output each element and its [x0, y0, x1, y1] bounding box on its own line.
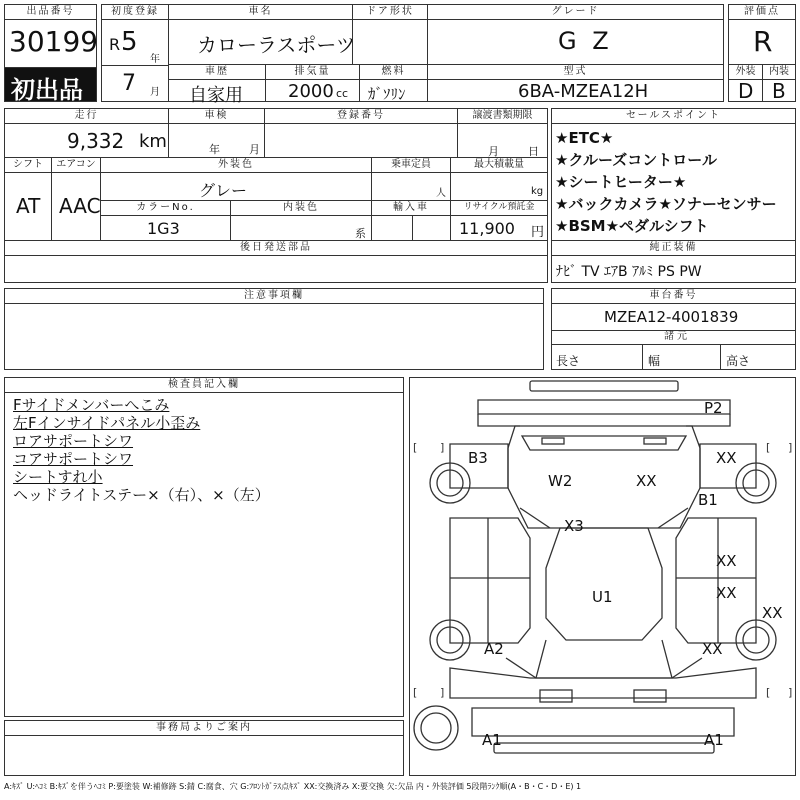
equipment-box: 純正装備 ﾅﾋﾞ TV ｴｱB ｱﾙﾐ PS PW: [551, 240, 796, 283]
score-cell: 評価点 R: [728, 4, 796, 65]
mileage: 9,332: [67, 129, 125, 153]
history-cell: 車歴 自家用: [168, 64, 266, 102]
damage-mark: XX: [762, 604, 783, 622]
sales-points-box: セールスポイント ★ETC★ ★クルーズコントロール ★シートヒーター★ ★バックカメラ★ソナーセンサー ★BSM★ペダルシフト: [551, 108, 796, 241]
damage-mark: U1: [592, 588, 613, 606]
damage-mark: XX: [716, 449, 737, 467]
displacement: 2000: [288, 81, 334, 102]
displacement-cell: 排気量 2000 cc: [265, 64, 360, 102]
inspection-cell: 車検 年 月: [168, 108, 265, 158]
equipment: ﾅﾋﾞ TV ｴｱB ｱﾙﾐ PS PW: [556, 264, 702, 280]
recycle-cell: リサイクル預託金 11,900 円: [450, 200, 548, 241]
first-listing-badge: 初出品: [4, 67, 97, 102]
lot-number: 30199: [9, 25, 99, 58]
diagram-bracket-open: [: [413, 441, 418, 454]
interior-color-cell: 内装色 系: [230, 200, 372, 241]
damage-mark: B1: [698, 491, 718, 509]
diagram-bracket-close: ]: [440, 441, 445, 454]
car-outline-diagram: [410, 378, 795, 775]
sales-point: ★ETC★: [555, 129, 614, 147]
later-parts-cell: 後日発送部品: [4, 240, 548, 283]
diagram-bracket-close: ]: [788, 686, 793, 699]
damage-mark: A1: [704, 731, 724, 749]
damage-mark: XX: [716, 552, 737, 570]
damage-mark: B3: [468, 449, 488, 467]
score: R: [753, 25, 773, 58]
damage-mark: XX: [716, 584, 737, 602]
car-name-cell: 車名 カローラスポーツ: [168, 4, 353, 65]
inspector-note: ヘッドライトステー×（右）、×（左）: [13, 486, 270, 504]
aircon-cell: エアコン AAC: [51, 157, 101, 241]
door-cell: ドア形状: [352, 4, 428, 65]
sales-point: ★BSM★ペダルシフト: [555, 217, 709, 235]
exterior-score: D: [738, 79, 754, 103]
shift: AT: [16, 194, 41, 218]
car-name: カローラスポーツ: [197, 33, 356, 57]
diagram-bracket-close: ]: [440, 686, 445, 699]
interior-score-cell: 内装 B: [762, 64, 796, 102]
damage-mark: A2: [484, 640, 504, 658]
diagram-bracket-close: ]: [788, 441, 793, 454]
vehicle-info-block: [4, 108, 548, 283]
first-registration-cell: 初度登録 R 5 年 7 月: [101, 4, 169, 102]
sales-point: ★クルーズコントロール: [555, 151, 717, 169]
color: グレー: [199, 181, 248, 200]
shift-cell: シフト AT: [4, 157, 52, 241]
inspector-box: 検査員記入欄 Fサイドメンバーへこみ 左Fインサイドパネル小歪み ロアサポートシワ コアサポートシワ シートすれ小 ヘッドライトステー×（右）、×（左）: [4, 377, 404, 717]
damage-diagram: [409, 377, 796, 776]
inspector-note: Fサイドメンバーへこみ: [13, 396, 170, 414]
model: 6BA-MZEA12H: [518, 81, 649, 102]
registration-number-cell: 登録番号: [264, 108, 458, 158]
fuel: ｶﾞｿﾘﾝ: [368, 85, 406, 103]
inspector-note: コアサポートシワ: [13, 450, 134, 468]
grade: G Z: [558, 27, 613, 55]
sales-point: ★シートヒーター★: [555, 173, 687, 191]
damage-mark: XX: [636, 472, 657, 490]
mileage-cell: 走行 9,332 km: [4, 108, 169, 158]
aircon: AAC: [59, 194, 101, 218]
fuel-cell: 燃料 ｶﾞｿﾘﾝ: [359, 64, 428, 102]
diagram-bracket-open: [: [766, 441, 771, 454]
loading-cell: 最大積載量 kg: [450, 157, 548, 201]
reg-month: 7: [122, 71, 136, 96]
color-cell: 外装色 グレー: [100, 157, 372, 201]
color-number-cell: カラーNo. 1G3: [100, 200, 231, 241]
lot-number-cell: [4, 4, 97, 68]
inspector-note: 左Fインサイドパネル小歪み: [13, 414, 201, 432]
office-box: 事務局よりご案内: [4, 720, 404, 776]
interior-score: B: [772, 79, 786, 103]
import-cell: 輸入車: [371, 200, 451, 241]
exterior-score-cell: 外装 D: [728, 64, 763, 102]
lot-number-label: 出品番号: [5, 5, 96, 20]
damage-mark: P2: [704, 399, 723, 417]
recycle: 11,900: [459, 219, 515, 238]
first-registration-label: 初度登録: [102, 5, 168, 20]
era: R: [109, 35, 121, 54]
inspector-note: ロアサポートシワ: [13, 432, 134, 450]
damage-mark: W2: [548, 472, 573, 490]
chassis-number: MZEA12-4001839: [604, 308, 739, 326]
capacity-cell: 乗車定員 人: [371, 157, 451, 201]
inspector-note: シートすれ小: [13, 468, 103, 486]
transfer-deadline-cell: 譲渡書類期限 月 日: [457, 108, 548, 158]
sales-point: ★バックカメラ★ソナーセンサー: [555, 195, 777, 213]
color-number: 1G3: [147, 219, 180, 238]
diagram-bracket-open: [: [413, 686, 418, 699]
history: 自家用: [189, 85, 243, 106]
diagram-bracket-open: [: [766, 686, 771, 699]
damage-mark: XX: [702, 640, 723, 658]
legend: A:ｷｽﾞ U:ﾍｺﾐ B:ｷｽﾞを伴うﾍｺﾐ P:要塗装 W:補修跡 S:錆 C:腐食、穴 G:ﾌﾛﾝﾄｶﾞﾗｽ点ｷｽﾞ XX:交換済み X:要交換 欠:欠品 内・外装評価 5段階ﾗﾝｸ順(A・B・C・D・E) 1: [4, 782, 582, 791]
damage-mark: X3: [564, 517, 584, 535]
header-block: [4, 4, 796, 106]
damage-mark: A1: [482, 731, 502, 749]
model-cell: 型式 6BA-MZEA12H: [427, 64, 724, 102]
chassis-box: 車台番号 MZEA12-4001839 諸元 長さ 幅 高さ: [551, 288, 796, 370]
notes-box: 注意事項欄: [4, 288, 544, 370]
reg-year: 5: [121, 27, 138, 57]
grade-cell: グレード G Z: [427, 4, 724, 65]
